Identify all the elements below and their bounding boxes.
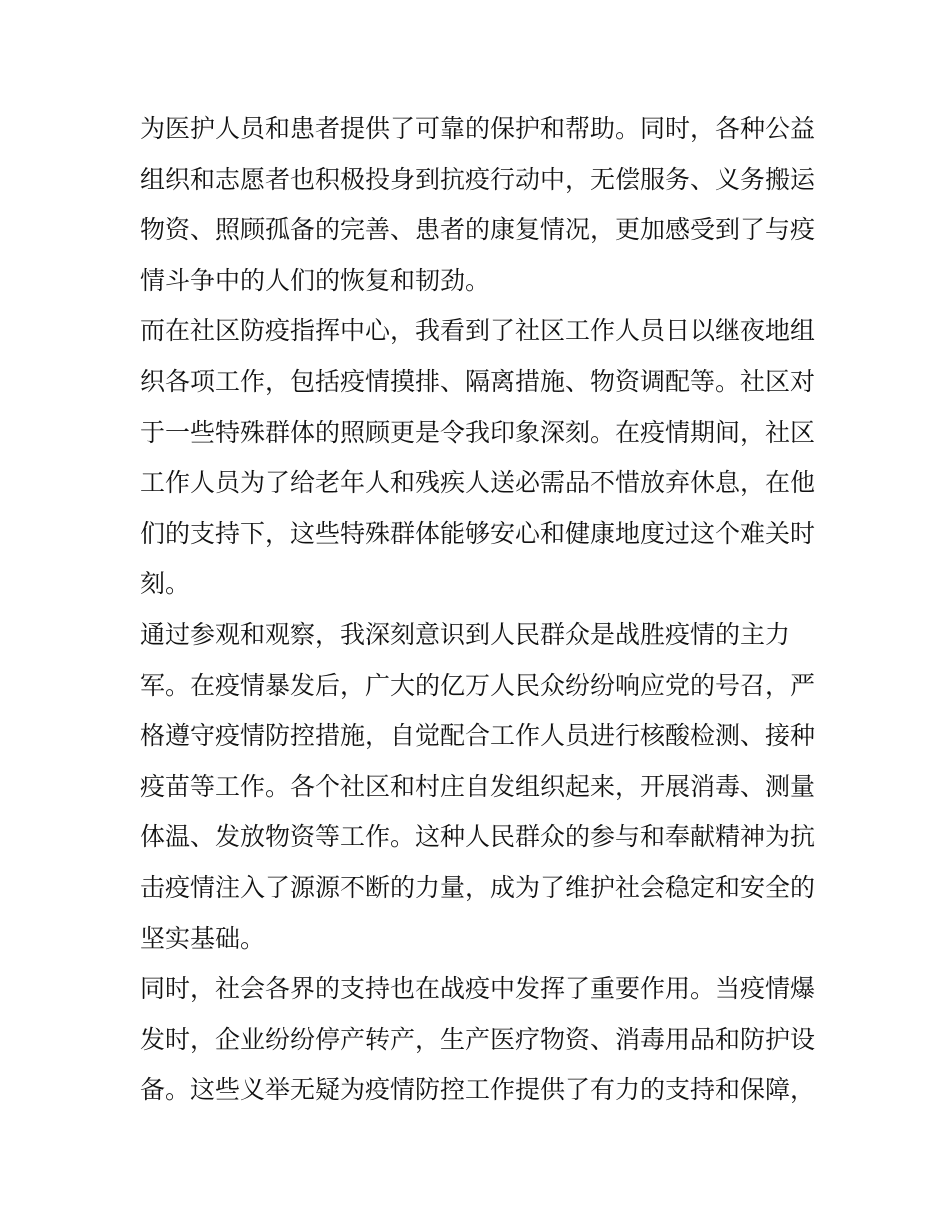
- text-line: 疫苗等工作。各个社区和村庄自发组织起来，开展消毒、测量: [140, 771, 816, 801]
- text-line: 于一些特殊群体的照顾更是令我印象深刻。在疫情期间，社区: [140, 417, 816, 447]
- text-line: 织各项工作，包括疫情摸排、隔离措施、物资调配等。社区对: [140, 366, 816, 396]
- text-line: 军。在疫情暴发后，广大的亿万人民众纷纷响应党的号召，严: [140, 670, 816, 700]
- text-line: 组织和志愿者也积极投身到抗疫行动中，无偿服务、义务搬运: [140, 164, 816, 194]
- text-line: 格遵守疫情防控措施，自觉配合工作人员进行核酸检测、接种: [140, 721, 816, 751]
- text-line: 为医护人员和患者提供了可靠的保护和帮助。同时，各种公益: [140, 114, 816, 143]
- body-text: [140, 104, 820, 1116]
- text-line: 同时，社会各界的支持也在战疫中发挥了重要作用。当疫情爆: [140, 974, 816, 1004]
- text-line: 发时，企业纷纷停产转产，生产医疗物资、消毒用品和防护设: [140, 1024, 816, 1054]
- text-line: 工作人员为了给老年人和残疾人送必需品不惜放弃休息，在他: [140, 468, 816, 498]
- text-line: 物资、照顾孤备的完善、患者的康复情况，更加感受到了与疫: [140, 215, 816, 245]
- text-line: 击疫情注入了源源不断的力量，成为了维护社会稳定和安全的: [140, 872, 816, 902]
- text-line: 通过参观和观察，我深刻意识到人民群众是战胜疫情的主力: [140, 619, 791, 649]
- text-line: 体温、发放物资等工作。这种人民群众的参与和奉献精神为抗: [140, 822, 816, 852]
- text-line: 刻。: [140, 569, 191, 599]
- text-line: 坚实基础。: [140, 923, 266, 953]
- text-line: 备。这些义举无疑为疫情防控工作提供了有力的支持和保障，: [140, 1075, 816, 1105]
- text-line: 而在社区防疫指挥中心，我看到了社区工作人员日以继夜地组: [140, 316, 816, 346]
- text-line: 情斗争中的人们的恢复和韧劲。: [140, 265, 491, 295]
- text-line: 们的支持下，这些特殊群体能够安心和健康地度过这个难关时: [140, 518, 816, 548]
